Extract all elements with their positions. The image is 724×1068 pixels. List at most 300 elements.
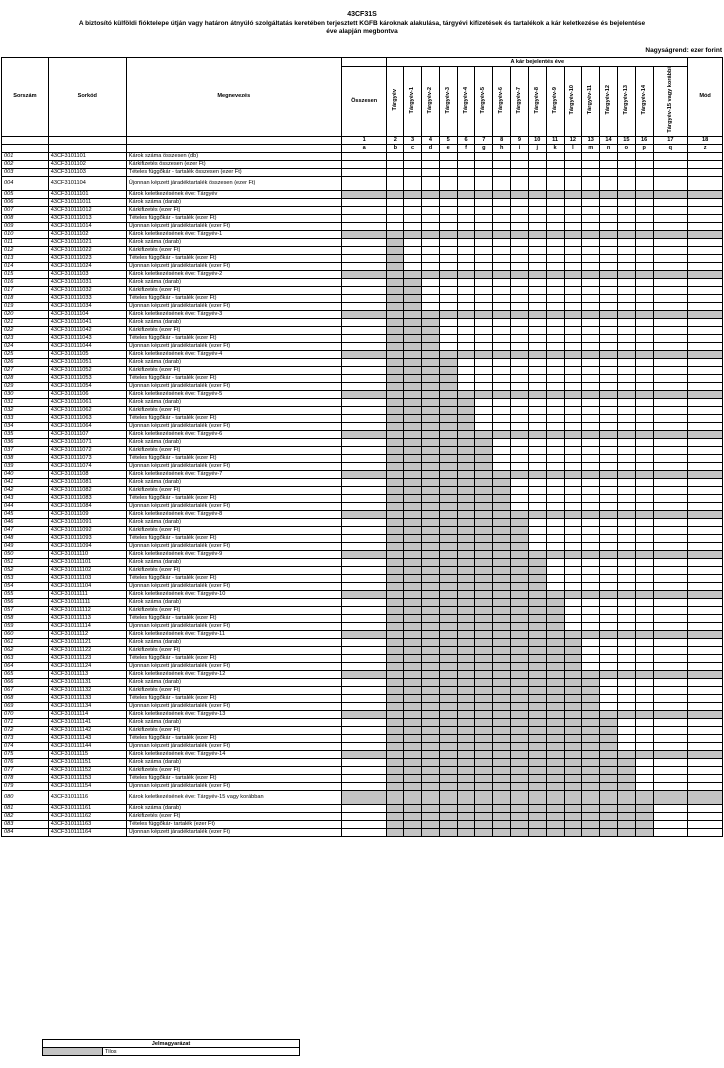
data-cell[interactable] (564, 758, 582, 766)
data-cell[interactable] (635, 694, 653, 702)
data-cell[interactable] (635, 486, 653, 494)
data-cell[interactable] (511, 606, 529, 614)
data-cell[interactable] (404, 542, 422, 550)
data-cell[interactable] (457, 286, 475, 294)
data-cell[interactable] (457, 406, 475, 414)
data-cell[interactable] (422, 758, 440, 766)
data-cell[interactable] (493, 198, 511, 206)
data-cell[interactable] (387, 606, 404, 614)
data-cell[interactable] (635, 542, 653, 550)
data-cell[interactable] (564, 790, 582, 804)
data-cell[interactable] (493, 398, 511, 406)
data-cell[interactable] (635, 230, 653, 238)
data-cell[interactable] (564, 804, 582, 812)
data-cell[interactable] (439, 742, 457, 750)
data-cell[interactable] (387, 694, 404, 702)
data-cell[interactable] (528, 398, 546, 406)
data-cell[interactable] (617, 398, 635, 406)
data-cell[interactable] (688, 678, 723, 686)
data-cell[interactable] (546, 160, 564, 168)
data-cell[interactable] (341, 582, 387, 590)
data-cell[interactable] (475, 302, 493, 310)
data-cell[interactable] (341, 534, 387, 542)
data-cell[interactable] (341, 326, 387, 334)
data-cell[interactable] (635, 718, 653, 726)
data-cell[interactable] (688, 662, 723, 670)
data-cell[interactable] (422, 326, 440, 334)
data-cell[interactable] (546, 828, 564, 836)
data-cell[interactable] (457, 342, 475, 350)
data-cell[interactable] (404, 390, 422, 398)
data-cell[interactable] (439, 310, 457, 318)
data-cell[interactable] (341, 742, 387, 750)
data-cell[interactable] (528, 582, 546, 590)
data-cell[interactable] (493, 574, 511, 582)
data-cell[interactable] (546, 630, 564, 638)
data-cell[interactable] (582, 430, 600, 438)
data-cell[interactable] (564, 774, 582, 782)
data-cell[interactable] (493, 310, 511, 318)
data-cell[interactable] (635, 726, 653, 734)
data-cell[interactable] (635, 152, 653, 160)
data-cell[interactable] (528, 828, 546, 836)
data-cell[interactable] (635, 374, 653, 382)
data-cell[interactable] (457, 454, 475, 462)
data-cell[interactable] (475, 438, 493, 446)
data-cell[interactable] (617, 782, 635, 790)
data-cell[interactable] (457, 828, 475, 836)
data-cell[interactable] (422, 374, 440, 382)
data-cell[interactable] (653, 694, 688, 702)
data-cell[interactable] (653, 160, 688, 168)
data-cell[interactable] (564, 238, 582, 246)
data-cell[interactable] (341, 670, 387, 678)
data-cell[interactable] (341, 446, 387, 454)
data-cell[interactable] (404, 638, 422, 646)
data-cell[interactable] (528, 350, 546, 358)
data-cell[interactable] (582, 294, 600, 302)
data-cell[interactable] (475, 462, 493, 470)
data-cell[interactable] (387, 734, 404, 742)
data-cell[interactable] (422, 230, 440, 238)
data-cell[interactable] (564, 518, 582, 526)
data-cell[interactable] (439, 774, 457, 782)
data-cell[interactable] (528, 406, 546, 414)
data-cell[interactable] (439, 286, 457, 294)
data-cell[interactable] (387, 710, 404, 718)
data-cell[interactable] (457, 374, 475, 382)
data-cell[interactable] (341, 350, 387, 358)
data-cell[interactable] (564, 542, 582, 550)
data-cell[interactable] (600, 470, 618, 478)
data-cell[interactable] (688, 294, 723, 302)
data-cell[interactable] (493, 230, 511, 238)
data-cell[interactable] (493, 534, 511, 542)
data-cell[interactable] (635, 366, 653, 374)
data-cell[interactable] (546, 294, 564, 302)
data-cell[interactable] (653, 638, 688, 646)
data-cell[interactable] (582, 222, 600, 230)
data-cell[interactable] (546, 494, 564, 502)
data-cell[interactable] (546, 566, 564, 574)
data-cell[interactable] (600, 302, 618, 310)
data-cell[interactable] (546, 734, 564, 742)
data-cell[interactable] (564, 566, 582, 574)
data-cell[interactable] (528, 804, 546, 812)
data-cell[interactable] (511, 310, 529, 318)
data-cell[interactable] (528, 702, 546, 710)
data-cell[interactable] (404, 198, 422, 206)
data-cell[interactable] (564, 694, 582, 702)
data-cell[interactable] (387, 454, 404, 462)
data-cell[interactable] (404, 406, 422, 414)
data-cell[interactable] (653, 152, 688, 160)
data-cell[interactable] (688, 734, 723, 742)
data-cell[interactable] (564, 326, 582, 334)
data-cell[interactable] (688, 310, 723, 318)
data-cell[interactable] (457, 750, 475, 758)
data-cell[interactable] (600, 382, 618, 390)
data-cell[interactable] (582, 630, 600, 638)
data-cell[interactable] (600, 510, 618, 518)
data-cell[interactable] (439, 550, 457, 558)
data-cell[interactable] (341, 238, 387, 246)
data-cell[interactable] (528, 486, 546, 494)
data-cell[interactable] (457, 198, 475, 206)
data-cell[interactable] (511, 406, 529, 414)
data-cell[interactable] (635, 550, 653, 558)
data-cell[interactable] (475, 526, 493, 534)
data-cell[interactable] (475, 558, 493, 566)
data-cell[interactable] (688, 558, 723, 566)
data-cell[interactable] (600, 654, 618, 662)
data-cell[interactable] (404, 686, 422, 694)
data-cell[interactable] (457, 590, 475, 598)
data-cell[interactable] (617, 454, 635, 462)
data-cell[interactable] (493, 742, 511, 750)
data-cell[interactable] (439, 542, 457, 550)
data-cell[interactable] (600, 222, 618, 230)
data-cell[interactable] (564, 558, 582, 566)
data-cell[interactable] (341, 494, 387, 502)
data-cell[interactable] (617, 190, 635, 198)
data-cell[interactable] (439, 574, 457, 582)
data-cell[interactable] (341, 694, 387, 702)
data-cell[interactable] (653, 398, 688, 406)
data-cell[interactable] (387, 494, 404, 502)
data-cell[interactable] (688, 462, 723, 470)
data-cell[interactable] (439, 502, 457, 510)
data-cell[interactable] (511, 574, 529, 582)
data-cell[interactable] (387, 176, 404, 190)
data-cell[interactable] (564, 486, 582, 494)
data-cell[interactable] (475, 342, 493, 350)
data-cell[interactable] (511, 670, 529, 678)
data-cell[interactable] (475, 414, 493, 422)
data-cell[interactable] (387, 152, 404, 160)
data-cell[interactable] (511, 262, 529, 270)
data-cell[interactable] (528, 662, 546, 670)
data-cell[interactable] (688, 774, 723, 782)
data-cell[interactable] (387, 582, 404, 590)
data-cell[interactable] (387, 598, 404, 606)
data-cell[interactable] (457, 430, 475, 438)
data-cell[interactable] (457, 804, 475, 812)
data-cell[interactable] (341, 398, 387, 406)
data-cell[interactable] (617, 654, 635, 662)
data-cell[interactable] (511, 326, 529, 334)
data-cell[interactable] (457, 270, 475, 278)
data-cell[interactable] (475, 486, 493, 494)
data-cell[interactable] (564, 198, 582, 206)
data-cell[interactable] (511, 750, 529, 758)
data-cell[interactable] (511, 398, 529, 406)
data-cell[interactable] (546, 176, 564, 190)
data-cell[interactable] (404, 828, 422, 836)
data-cell[interactable] (404, 820, 422, 828)
data-cell[interactable] (404, 766, 422, 774)
data-cell[interactable] (422, 286, 440, 294)
data-cell[interactable] (387, 470, 404, 478)
data-cell[interactable] (635, 494, 653, 502)
data-cell[interactable] (422, 622, 440, 630)
data-cell[interactable] (617, 430, 635, 438)
data-cell[interactable] (564, 654, 582, 662)
data-cell[interactable] (439, 812, 457, 820)
data-cell[interactable] (653, 254, 688, 262)
data-cell[interactable] (341, 342, 387, 350)
data-cell[interactable] (653, 294, 688, 302)
data-cell[interactable] (600, 206, 618, 214)
data-cell[interactable] (387, 222, 404, 230)
data-cell[interactable] (653, 622, 688, 630)
data-cell[interactable] (600, 774, 618, 782)
data-cell[interactable] (617, 804, 635, 812)
data-cell[interactable] (439, 734, 457, 742)
data-cell[interactable] (493, 462, 511, 470)
data-cell[interactable] (617, 462, 635, 470)
data-cell[interactable] (387, 774, 404, 782)
data-cell[interactable] (653, 518, 688, 526)
data-cell[interactable] (582, 168, 600, 176)
data-cell[interactable] (582, 198, 600, 206)
data-cell[interactable] (387, 366, 404, 374)
data-cell[interactable] (564, 246, 582, 254)
data-cell[interactable] (600, 534, 618, 542)
data-cell[interactable] (582, 574, 600, 582)
data-cell[interactable] (511, 710, 529, 718)
data-cell[interactable] (617, 478, 635, 486)
data-cell[interactable] (475, 646, 493, 654)
data-cell[interactable] (635, 758, 653, 766)
data-cell[interactable] (475, 734, 493, 742)
data-cell[interactable] (528, 342, 546, 350)
data-cell[interactable] (387, 782, 404, 790)
data-cell[interactable] (582, 742, 600, 750)
data-cell[interactable] (546, 286, 564, 294)
data-cell[interactable] (439, 270, 457, 278)
data-cell[interactable] (475, 782, 493, 790)
data-cell[interactable] (582, 828, 600, 836)
data-cell[interactable] (341, 286, 387, 294)
data-cell[interactable] (457, 278, 475, 286)
data-cell[interactable] (688, 718, 723, 726)
data-cell[interactable] (439, 820, 457, 828)
data-cell[interactable] (600, 670, 618, 678)
data-cell[interactable] (511, 374, 529, 382)
data-cell[interactable] (617, 294, 635, 302)
data-cell[interactable] (582, 350, 600, 358)
data-cell[interactable] (617, 622, 635, 630)
data-cell[interactable] (688, 550, 723, 558)
data-cell[interactable] (422, 518, 440, 526)
data-cell[interactable] (493, 774, 511, 782)
data-cell[interactable] (387, 726, 404, 734)
data-cell[interactable] (635, 710, 653, 718)
data-cell[interactable] (341, 374, 387, 382)
data-cell[interactable] (475, 518, 493, 526)
data-cell[interactable] (439, 254, 457, 262)
data-cell[interactable] (582, 176, 600, 190)
data-cell[interactable] (546, 382, 564, 390)
data-cell[interactable] (617, 614, 635, 622)
data-cell[interactable] (493, 382, 511, 390)
data-cell[interactable] (387, 558, 404, 566)
data-cell[interactable] (546, 414, 564, 422)
data-cell[interactable] (617, 390, 635, 398)
data-cell[interactable] (546, 254, 564, 262)
data-cell[interactable] (422, 654, 440, 662)
data-cell[interactable] (653, 318, 688, 326)
data-cell[interactable] (475, 366, 493, 374)
data-cell[interactable] (511, 542, 529, 550)
data-cell[interactable] (439, 366, 457, 374)
data-cell[interactable] (493, 790, 511, 804)
data-cell[interactable] (528, 774, 546, 782)
data-cell[interactable] (475, 310, 493, 318)
data-cell[interactable] (653, 302, 688, 310)
data-cell[interactable] (511, 614, 529, 622)
data-cell[interactable] (341, 486, 387, 494)
data-cell[interactable] (404, 152, 422, 160)
data-cell[interactable] (600, 702, 618, 710)
data-cell[interactable] (493, 734, 511, 742)
data-cell[interactable] (387, 334, 404, 342)
data-cell[interactable] (475, 812, 493, 820)
data-cell[interactable] (404, 262, 422, 270)
data-cell[interactable] (422, 782, 440, 790)
data-cell[interactable] (341, 812, 387, 820)
data-cell[interactable] (528, 750, 546, 758)
data-cell[interactable] (617, 758, 635, 766)
data-cell[interactable] (564, 270, 582, 278)
data-cell[interactable] (387, 614, 404, 622)
data-cell[interactable] (493, 262, 511, 270)
data-cell[interactable] (457, 254, 475, 262)
data-cell[interactable] (457, 302, 475, 310)
data-cell[interactable] (511, 734, 529, 742)
data-cell[interactable] (475, 206, 493, 214)
data-cell[interactable] (439, 318, 457, 326)
data-cell[interactable] (653, 310, 688, 318)
data-cell[interactable] (422, 638, 440, 646)
data-cell[interactable] (528, 694, 546, 702)
data-cell[interactable] (493, 206, 511, 214)
data-cell[interactable] (564, 574, 582, 582)
data-cell[interactable] (617, 502, 635, 510)
data-cell[interactable] (635, 326, 653, 334)
data-cell[interactable] (653, 278, 688, 286)
data-cell[interactable] (617, 494, 635, 502)
data-cell[interactable] (617, 598, 635, 606)
data-cell[interactable] (528, 152, 546, 160)
data-cell[interactable] (546, 662, 564, 670)
data-cell[interactable] (617, 262, 635, 270)
data-cell[interactable] (546, 646, 564, 654)
data-cell[interactable] (546, 374, 564, 382)
data-cell[interactable] (564, 590, 582, 598)
data-cell[interactable] (635, 190, 653, 198)
data-cell[interactable] (475, 230, 493, 238)
data-cell[interactable] (511, 502, 529, 510)
data-cell[interactable] (439, 782, 457, 790)
data-cell[interactable] (422, 382, 440, 390)
data-cell[interactable] (653, 222, 688, 230)
data-cell[interactable] (635, 430, 653, 438)
data-cell[interactable] (600, 422, 618, 430)
data-cell[interactable] (387, 190, 404, 198)
data-cell[interactable] (475, 470, 493, 478)
data-cell[interactable] (404, 310, 422, 318)
data-cell[interactable] (387, 382, 404, 390)
data-cell[interactable] (600, 366, 618, 374)
data-cell[interactable] (564, 254, 582, 262)
data-cell[interactable] (387, 198, 404, 206)
data-cell[interactable] (511, 238, 529, 246)
data-cell[interactable] (546, 430, 564, 438)
data-cell[interactable] (600, 168, 618, 176)
data-cell[interactable] (546, 558, 564, 566)
data-cell[interactable] (493, 238, 511, 246)
data-cell[interactable] (528, 286, 546, 294)
data-cell[interactable] (564, 470, 582, 478)
data-cell[interactable] (528, 176, 546, 190)
data-cell[interactable] (528, 790, 546, 804)
data-cell[interactable] (457, 718, 475, 726)
data-cell[interactable] (617, 662, 635, 670)
data-cell[interactable] (582, 582, 600, 590)
data-cell[interactable] (511, 230, 529, 238)
data-cell[interactable] (341, 190, 387, 198)
data-cell[interactable] (493, 558, 511, 566)
data-cell[interactable] (439, 294, 457, 302)
data-cell[interactable] (653, 206, 688, 214)
data-cell[interactable] (582, 766, 600, 774)
data-cell[interactable] (387, 254, 404, 262)
data-cell[interactable] (404, 646, 422, 654)
data-cell[interactable] (387, 270, 404, 278)
data-cell[interactable] (582, 398, 600, 406)
data-cell[interactable] (422, 750, 440, 758)
data-cell[interactable] (528, 390, 546, 398)
data-cell[interactable] (511, 278, 529, 286)
data-cell[interactable] (422, 646, 440, 654)
data-cell[interactable] (600, 334, 618, 342)
data-cell[interactable] (475, 702, 493, 710)
data-cell[interactable] (688, 422, 723, 430)
data-cell[interactable] (475, 542, 493, 550)
data-cell[interactable] (404, 438, 422, 446)
